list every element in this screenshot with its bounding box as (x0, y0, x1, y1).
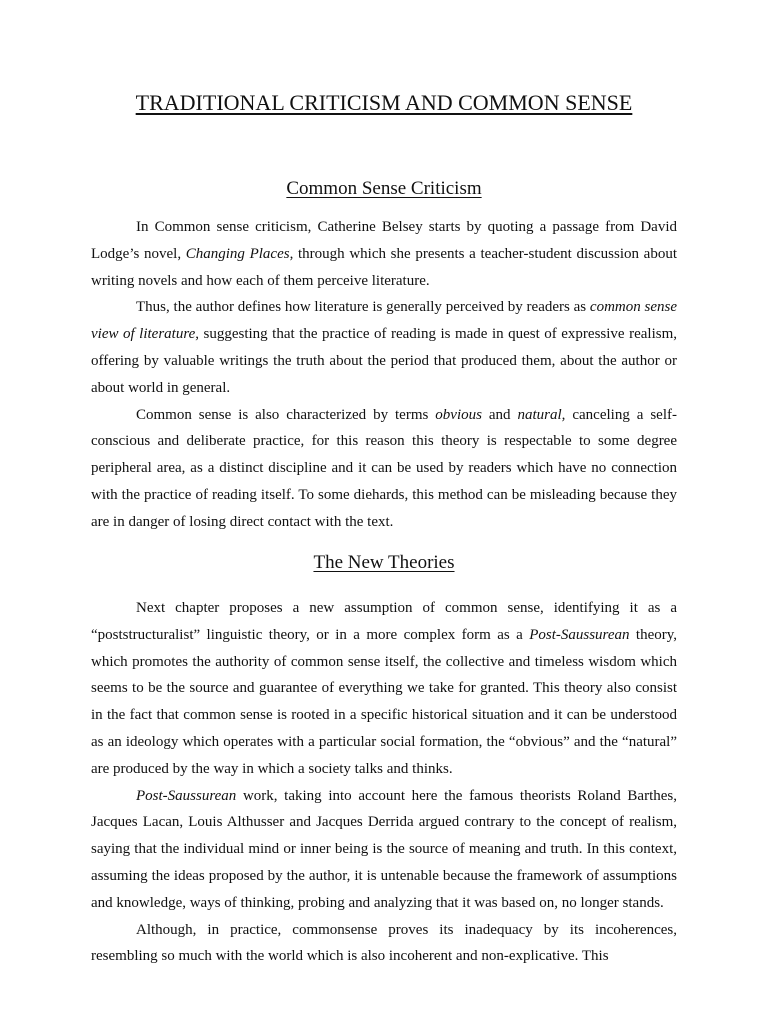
paragraph (91, 595, 677, 783)
paragraph (91, 917, 677, 971)
paragraph (91, 783, 677, 917)
text-run: , through which she presents a teacher-student discussion about writing novels and how each of them perceive literature. (91, 245, 678, 289)
section-body-common-sense-criticism (91, 214, 677, 536)
text-run: In Common sense criticism, Catherine Belsey starts by quoting a passage from David Lodge’s novel, (91, 219, 677, 262)
italic-text-run: Post-Saussurean (136, 787, 237, 804)
italic-text-run: natural, (517, 406, 566, 423)
text-run: , suggesting that the practice of reading is made in quest of expressive realism, offering by valuable writings the truth about the period that produced them, about the author or about world in general. (91, 326, 677, 396)
text-run: Although, in practice, commonsense proves its inadequacy by its incoherences, resembling so much with the world which is also incoherent and non-explicative. This (91, 921, 677, 965)
text-run: theory, which promotes the authority of common sense itself, the collective and timeless wisdom which seems to be the source and guarantee of everything we take for granted. This theory also consist in the fact that common sense is rooted in a specific historical situation and it can be understood as an ideology which operates with a particular social formation, the “obvious” and the “natural” are produced by the way in which a society talks and thinks. (91, 626, 677, 777)
text-run: Next chapter proposes a new assumption of common sense, identifying it as a “poststructuralist” linguistic theory, or in a more complex form as a (91, 600, 677, 643)
section-heading-the-new-theories: The New Theories (313, 552, 455, 573)
section-heading-common-sense-criticism: Common Sense Criticism (286, 178, 482, 199)
paragraph (91, 294, 677, 401)
italic-text-run: obvious (435, 406, 482, 423)
text-run: Thus, the author defines how literature is generally perceived by readers as (136, 299, 590, 316)
text-run: and (481, 406, 518, 423)
italic-text-run: Changing Places (185, 245, 290, 262)
italic-text-run: Post-Saussurean (529, 626, 630, 643)
text-run: canceling a self-conscious and deliberate practice, for this reason this theory is respectable to some degree peripheral area, as a distinct discipline and it can be used by readers which have no connection with the practice of reading itself. To some diehards, this method can be misleading because they are in danger of losing direct contact with the text. (91, 406, 677, 530)
paragraph (91, 402, 677, 536)
text-run: work, taking into account here the famous theorists Roland Barthes, Jacques Lacan, Louis Althusser and Jacques Derrida argued contrary to the concept of realism, saying that the individual mind or inner being is the source of meaning and truth. In this context, assuming the ideas proposed by the author, it is untenable because the framework of assumptions and knowledge, ways of thinking, probing and analyzing that it was based on, no longer stands. (91, 787, 677, 911)
document-title: TRADITIONAL CRITICISM AND COMMON SENSE (135, 90, 633, 115)
text-run: Common sense is also characterized by terms (136, 406, 436, 423)
section-body-the-new-theories (91, 595, 677, 970)
paragraph (91, 214, 677, 294)
italic-text-run: common sense view of literature (91, 299, 677, 343)
